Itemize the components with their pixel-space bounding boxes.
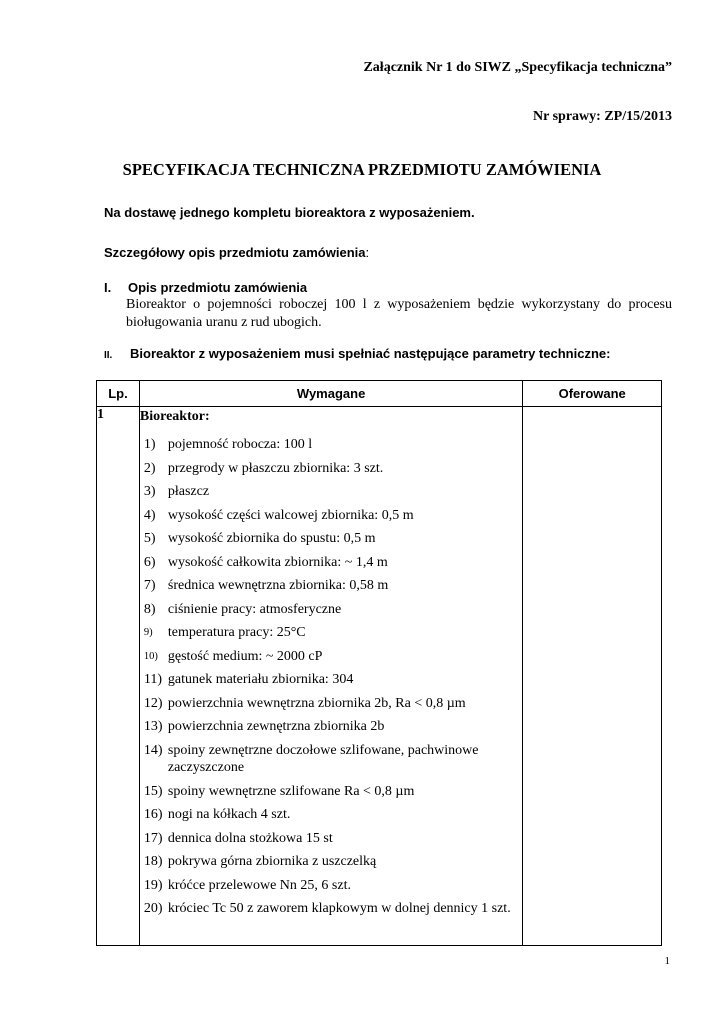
section-2-heading <box>104 346 610 361</box>
list-item <box>140 806 523 824</box>
list-item-text: gęstość medium: ~ 2000 cP <box>167 648 323 664</box>
case-number: Nr sprawy: ZP/15/2013 <box>533 109 672 124</box>
list-item-text: spoiny wewnętrzne szlifowane Ra < 0,8 µm <box>167 783 415 799</box>
list-item-number: 11) <box>143 672 163 687</box>
list-item-text: pojemność robocza: 100 l <box>167 437 313 452</box>
list-item-text: średnica wewnętrzna zbiornika: 0,58 m <box>167 578 389 593</box>
intro-text: Na dostawę jednego kompletu bioreaktora z wyposażeniem. <box>104 205 475 220</box>
list-item <box>140 507 523 525</box>
list-item-number: 7) <box>143 578 156 593</box>
list-item <box>140 648 523 666</box>
list-item <box>140 853 523 871</box>
list-item-number: 13) <box>143 719 163 734</box>
list-item <box>140 483 523 501</box>
header-lp: Lp. <box>97 381 140 407</box>
detailed-label-text: Szczegółowy opis przedmiotu zamówienia <box>104 245 366 260</box>
list-item-text: powierzchnia zewnętrzna zbiornika 2b <box>167 719 385 734</box>
list-item-text: powierzchnia wewnętrzna zbiornika 2b, Ra < 0,8 µm <box>167 695 466 711</box>
detailed-description-label <box>104 245 369 260</box>
parameter-list <box>140 436 523 918</box>
list-item <box>140 671 523 689</box>
list-item <box>140 460 523 478</box>
list-item-text: wysokość części walcowej zbiornika: 0,5 m <box>167 507 414 523</box>
list-item <box>140 695 523 713</box>
document-title: SPECYFIKACJA TECHNICZNA PRZEDMIOTU ZAMÓWIENIA <box>122 160 602 179</box>
section-1-number: I. <box>104 280 112 295</box>
row-required <box>139 407 523 946</box>
list-item-text: temperatura pracy: 25°C <box>167 625 306 640</box>
row-offered <box>523 407 662 946</box>
list-item <box>140 554 523 572</box>
list-item <box>140 830 523 848</box>
list-item <box>140 783 523 801</box>
list-item-number: 14) <box>143 742 163 758</box>
attachment-reference: Załącznik Nr 1 do SIWZ „Specyfikacja techniczna” <box>363 60 672 75</box>
page-number: 1 <box>664 955 670 967</box>
header-offered: Oferowane <box>523 381 662 407</box>
list-item-text: ciśnienie pracy: atmosferyczne <box>167 601 342 617</box>
list-item-number: 18) <box>143 854 163 869</box>
list-item <box>140 577 523 595</box>
header-required: Wymagane <box>139 381 523 407</box>
list-item-number: 6) <box>143 554 156 570</box>
list-item-text: spoiny zewnętrzne doczołowe szlifowane, pachwinowe zaczyszczone <box>167 742 479 775</box>
section-1-text: Bioreaktor o pojemności roboczej 100 l z wyposażeniem będzie wykorzystany do procesu bioługowania uranu z rud ubogich. <box>126 297 672 330</box>
section-2-title: Bioreaktor z wyposażeniem musi spełniać następujące parametry techniczne: <box>130 346 611 361</box>
list-item <box>140 877 523 895</box>
list-item-text: króćce przelewowe Nn 25, 6 szt. <box>167 877 351 893</box>
list-item <box>140 718 523 736</box>
list-item-text: gatunek materiału zbiornika: 304 <box>167 672 354 687</box>
list-item-number: 20) <box>143 901 163 916</box>
list-item <box>140 436 523 454</box>
list-item-number: 3) <box>143 484 156 499</box>
list-item-number: 4) <box>143 507 156 523</box>
list-item-text: płaszcz <box>167 484 210 499</box>
list-item-number: 9) <box>143 627 153 638</box>
list-item-number: 1) <box>143 437 156 452</box>
list-item-number: 16) <box>143 807 163 822</box>
list-item-number: 19) <box>143 877 163 893</box>
row-lp: 1 <box>97 407 140 946</box>
table-header-row <box>97 381 662 407</box>
table-row <box>97 407 662 946</box>
detailed-label-colon: : <box>365 245 370 260</box>
list-item-number: 17) <box>143 830 163 846</box>
list-item-text: przegrody w płaszczu zbiornika: 3 szt. <box>167 460 384 476</box>
list-item-text: pokrywa górna zbiornika z uszczelką <box>167 854 377 869</box>
section-2-number: II. <box>104 350 113 361</box>
list-item-text: króciec Tc 50 z zaworem klapkowym w dolnej dennicy 1 szt. <box>167 901 511 916</box>
row-heading: Bioreaktor: <box>139 409 210 424</box>
list-item-text: nogi na kółkach 4 szt. <box>167 807 291 822</box>
list-item-number: 12) <box>143 695 163 711</box>
list-item-number: 15) <box>143 783 163 799</box>
list-item-text: dennica dolna stożkowa 15 st <box>167 830 333 846</box>
list-item <box>140 900 523 918</box>
section-1-title: Opis przedmiotu zamówienia <box>128 280 308 295</box>
list-item-text: wysokość całkowita zbiornika: ~ 1,4 m <box>167 554 388 570</box>
section-1-heading <box>104 280 307 295</box>
list-item-number: 10) <box>143 650 158 662</box>
list-item <box>140 624 523 642</box>
list-item-number: 5) <box>143 531 156 546</box>
list-item-number: 2) <box>143 460 156 476</box>
list-item <box>140 530 523 548</box>
list-item <box>140 742 523 777</box>
list-item-text: wysokość zbiornika do spustu: 0,5 m <box>167 531 376 546</box>
list-item <box>140 601 523 619</box>
spec-table <box>96 380 662 946</box>
list-item-number: 8) <box>143 601 156 617</box>
